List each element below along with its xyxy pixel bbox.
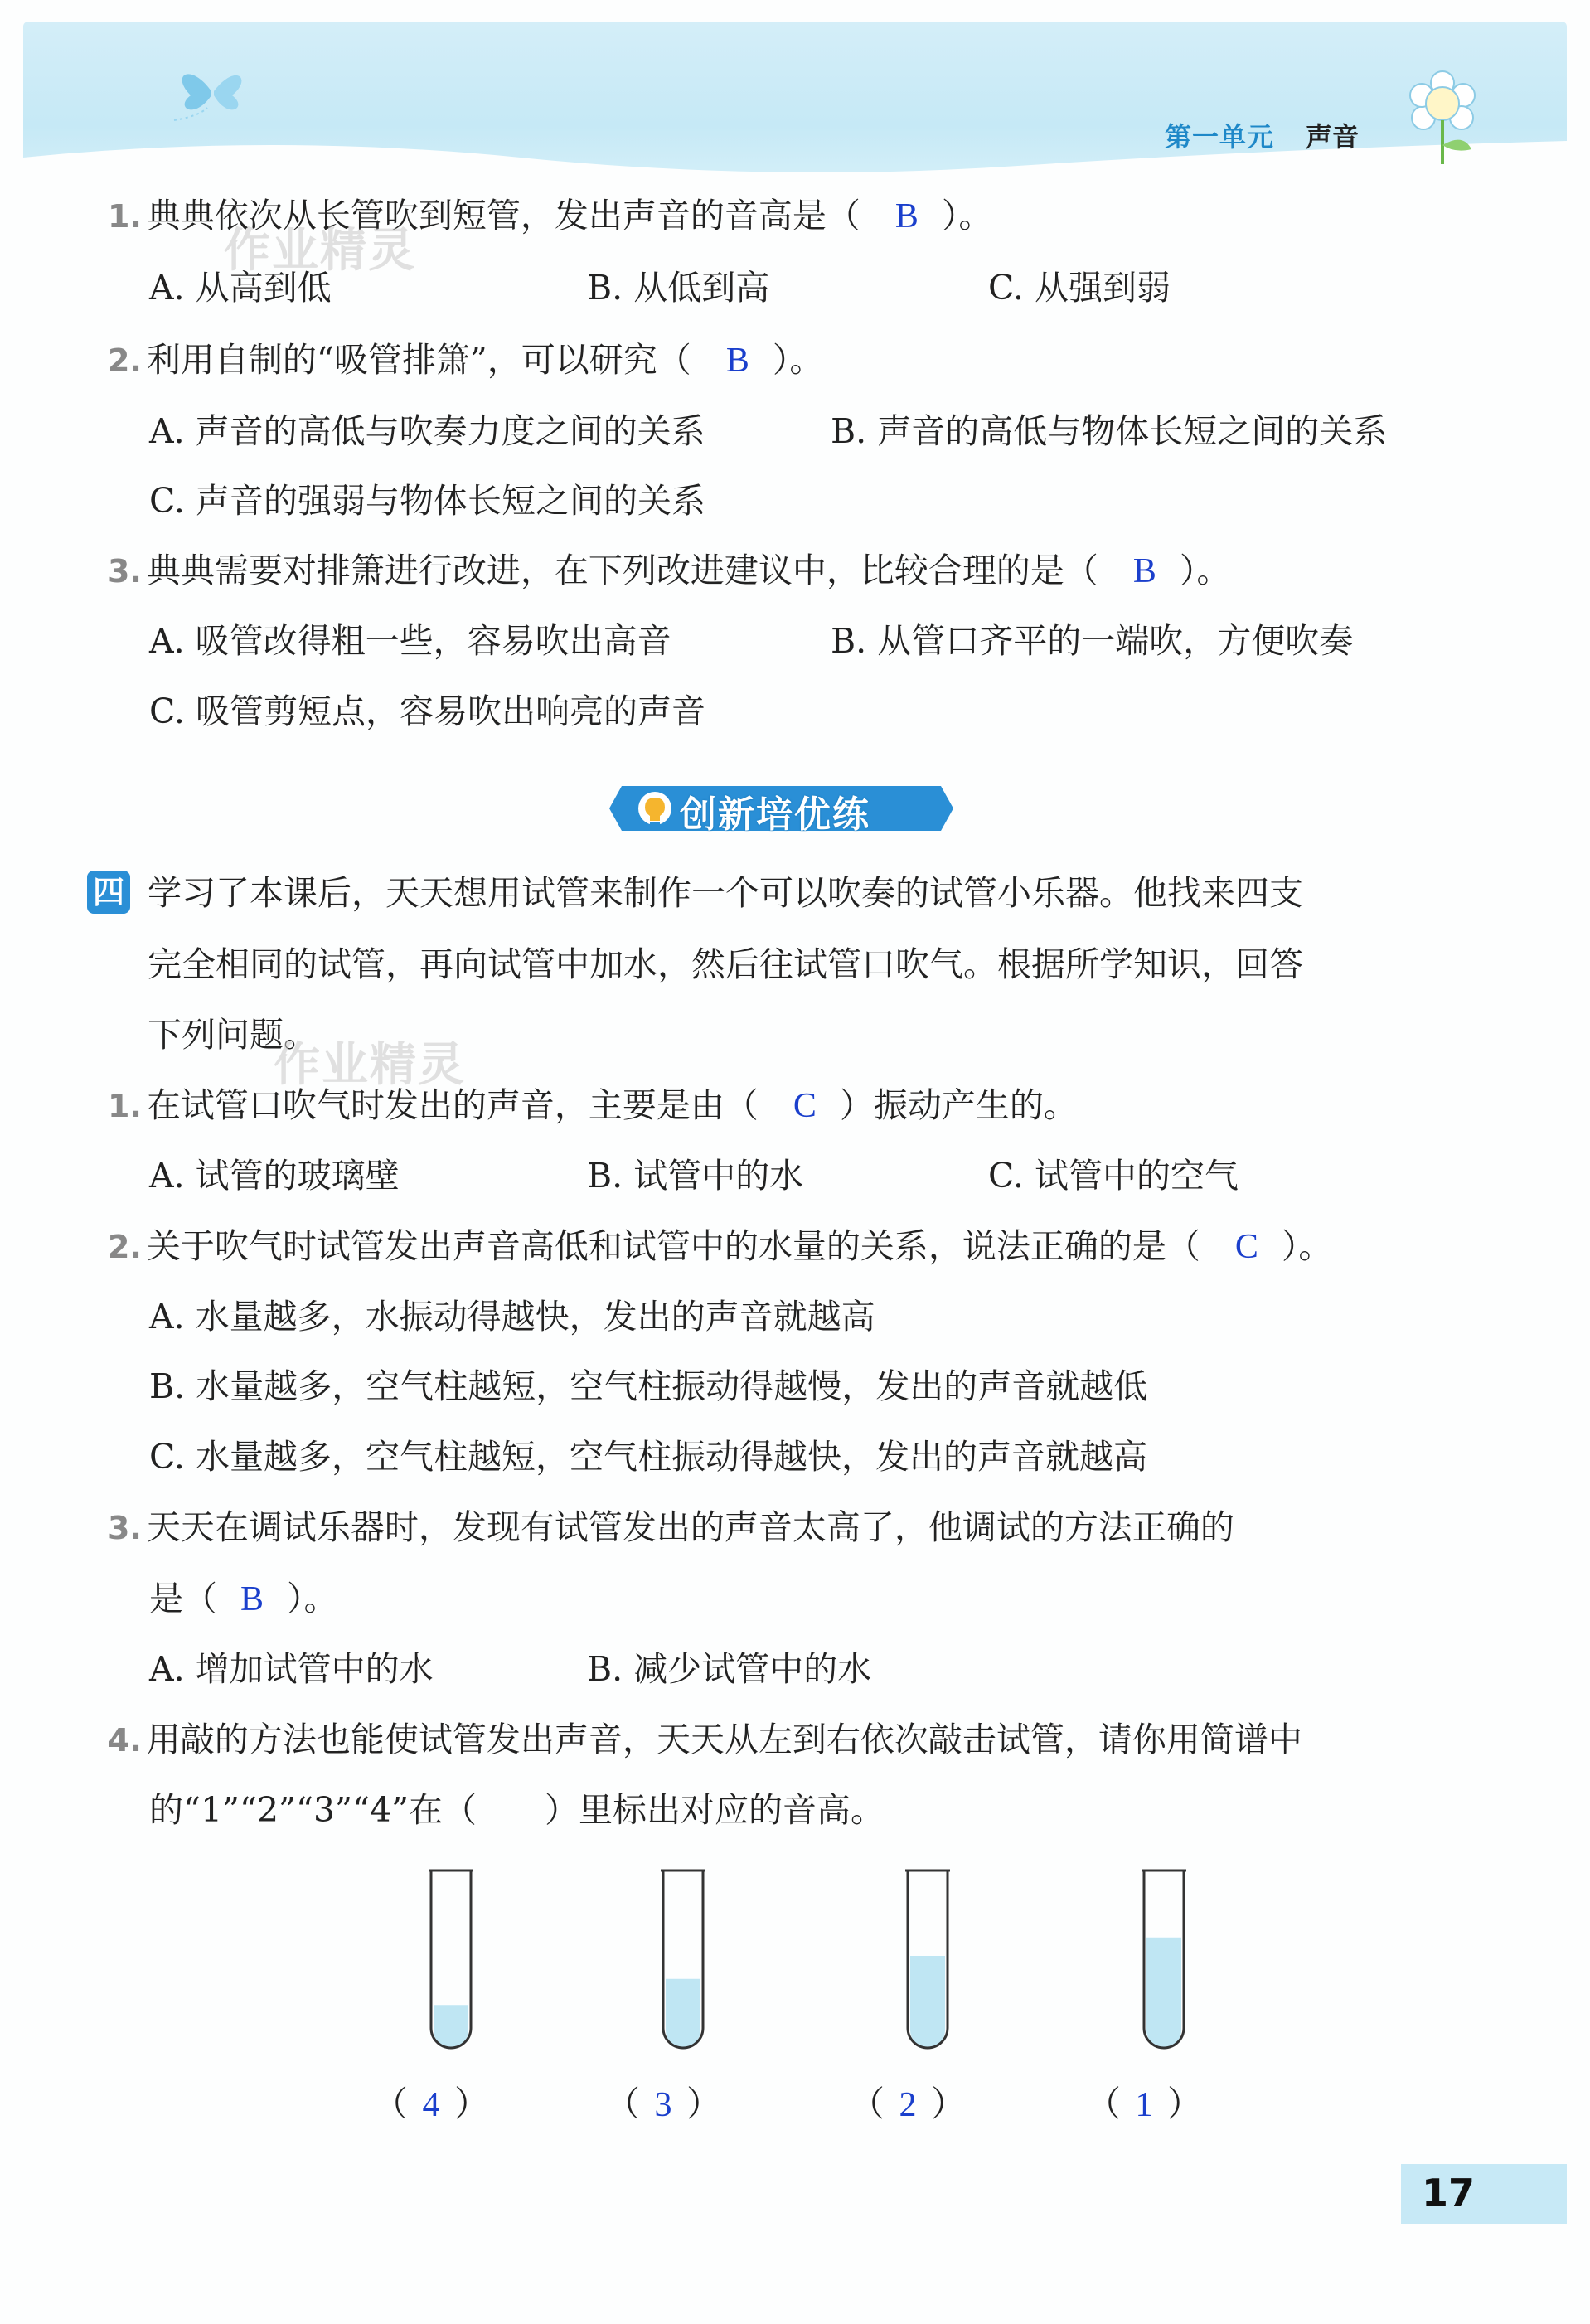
question-stem-end: ）。: [941, 196, 993, 235]
watermark: 作业精灵: [274, 1038, 466, 1092]
paren-open: （: [1086, 2084, 1122, 2124]
paren-close: ）: [686, 2084, 722, 2124]
butterfly-icon: [166, 58, 257, 124]
option: A. 增加试管中的水: [149, 1649, 434, 1689]
question-1: [108, 1085, 1078, 1125]
section-badge: 四: [87, 871, 130, 914]
paren-close: ）: [931, 2084, 967, 2124]
watermark: 作业精灵: [224, 224, 416, 278]
test-tube: [427, 1866, 475, 2052]
tube-water: [666, 1979, 700, 2048]
question-number: 3.: [108, 1510, 142, 1546]
test-tube: [1140, 1866, 1188, 2052]
question-number: 2.: [108, 1229, 142, 1265]
question-stem-end: ）。: [1281, 1226, 1333, 1266]
tube-water: [434, 2005, 468, 2048]
question-stem: 在试管口吹气时发出的声音，主要是由（: [146, 1085, 759, 1125]
question-stem-end: ）。: [1179, 551, 1231, 590]
unit-title: 第一单元: [1165, 121, 1275, 153]
question-number: 3.: [108, 553, 142, 589]
option: A. 声音的高低与吹奏力度之间的关系: [149, 411, 705, 451]
tube-answer: 4: [422, 2086, 440, 2124]
option: B. 声音的高低与物体长短之间的关系: [831, 411, 1388, 451]
option: B. 减少试管中的水: [587, 1649, 872, 1689]
paren-open: （: [373, 2084, 409, 2124]
option: C. 声音的强弱与物体长短之间的关系: [149, 481, 705, 521]
question-stem: 天天在调试乐器时，发现有试管发出的声音太高了，他调试的方法正确的: [146, 1507, 1234, 1547]
question-4: [108, 1720, 1302, 1759]
answer: C: [1234, 1228, 1258, 1266]
question-3-line2: [149, 1579, 338, 1618]
question-4-line2: 的“1”“2”“3”“4”在（ ）里标出对应的音高。: [149, 1790, 885, 1830]
option: A. 吸管改得粗一些，容易吹出高音: [149, 621, 671, 661]
intro-line: 学习了本课后，天天想用试管来制作一个可以吹奏的试管小乐器。他找来四支: [148, 873, 1303, 913]
option: B. 从低到高: [587, 268, 770, 308]
question-stem-end: ）。: [287, 1579, 338, 1618]
answer: B: [240, 1580, 264, 1618]
question-3: [108, 551, 1231, 590]
option: B. 从管口齐平的一端吹，方便吹奏: [831, 621, 1354, 661]
question-2: [108, 1226, 1333, 1266]
question-number: 1.: [108, 1088, 142, 1124]
intro-line: 完全相同的试管，再向试管中加水，然后往试管口吹气。根据所学知识，回答: [148, 944, 1303, 984]
tube-answer-parens: [373, 2077, 489, 2127]
tube-answer-parens: [1086, 2077, 1202, 2127]
page-number: 17: [1422, 2171, 1476, 2215]
paren-close: ）: [454, 2084, 490, 2124]
question-number: 2.: [108, 342, 142, 379]
question-stem: 利用自制的“吸管排箫”，可以研究（: [146, 340, 691, 380]
test-tube: [659, 1866, 707, 2052]
answer: B: [894, 197, 919, 235]
tube-answer: 1: [1135, 2086, 1153, 2124]
question-stem: 典典需要对排箫进行改进，在下列改进建议中，比较合理的是（: [146, 551, 1098, 590]
question-3: [108, 1507, 1234, 1547]
paren-open: （: [605, 2084, 641, 2124]
tube-answer-parens: [850, 2077, 966, 2127]
option: C. 从强到弱: [988, 268, 1171, 308]
option: A. 从高到低: [149, 268, 332, 308]
tube-answer: 3: [654, 2086, 672, 2124]
option: A. 试管的玻璃壁: [149, 1156, 400, 1196]
question-number: 1.: [108, 198, 142, 235]
paren-close: ）: [1167, 2084, 1203, 2124]
question-2: [108, 340, 824, 380]
answer: B: [1132, 552, 1156, 590]
option: C. 试管中的空气: [988, 1156, 1239, 1196]
option: C. 吸管剪短点，容易吹出响亮的声音: [149, 691, 705, 731]
intro-line: 下列问题。: [148, 1015, 318, 1055]
tube-answer-parens: [605, 2077, 721, 2127]
question-stem: 典典依次从长管吹到短管，发出声音的音高是（: [146, 196, 860, 235]
option: C. 水量越多，空气柱越短，空气柱振动得越快，发出的声音就越高: [149, 1437, 1147, 1477]
option: B. 试管中的水: [587, 1156, 804, 1196]
question-stem-end: ）。: [772, 340, 824, 380]
section-banner-title: 创新培优练: [680, 793, 870, 836]
option: A. 水量越多，水振动得越快，发出的声音就越高: [149, 1297, 875, 1337]
lesson-title: 声音: [1306, 121, 1360, 153]
tube-water: [1146, 1938, 1181, 2048]
test-tube: [904, 1866, 952, 2052]
question-stem: 用敲的方法也能使试管发出声音，天天从左到右依次敲击试管，请你用简谱中: [146, 1720, 1302, 1759]
tube-answer: 2: [899, 2086, 917, 2124]
tube-water: [910, 1956, 945, 2048]
flower-icon: [1397, 66, 1488, 166]
question-stem: 是（: [149, 1579, 217, 1618]
question-stem: 关于吹气时试管发出声音高低和试管中的水量的关系，说法正确的是（: [146, 1226, 1200, 1266]
answer: B: [725, 342, 749, 380]
answer: C: [793, 1087, 817, 1125]
question-number: 4.: [108, 1722, 142, 1759]
option: B. 水量越多，空气柱越短，空气柱振动得越慢，发出的声音就越低: [149, 1366, 1148, 1406]
question-stem-end: ）振动产生的。: [839, 1085, 1078, 1125]
paren-open: （: [850, 2084, 885, 2124]
